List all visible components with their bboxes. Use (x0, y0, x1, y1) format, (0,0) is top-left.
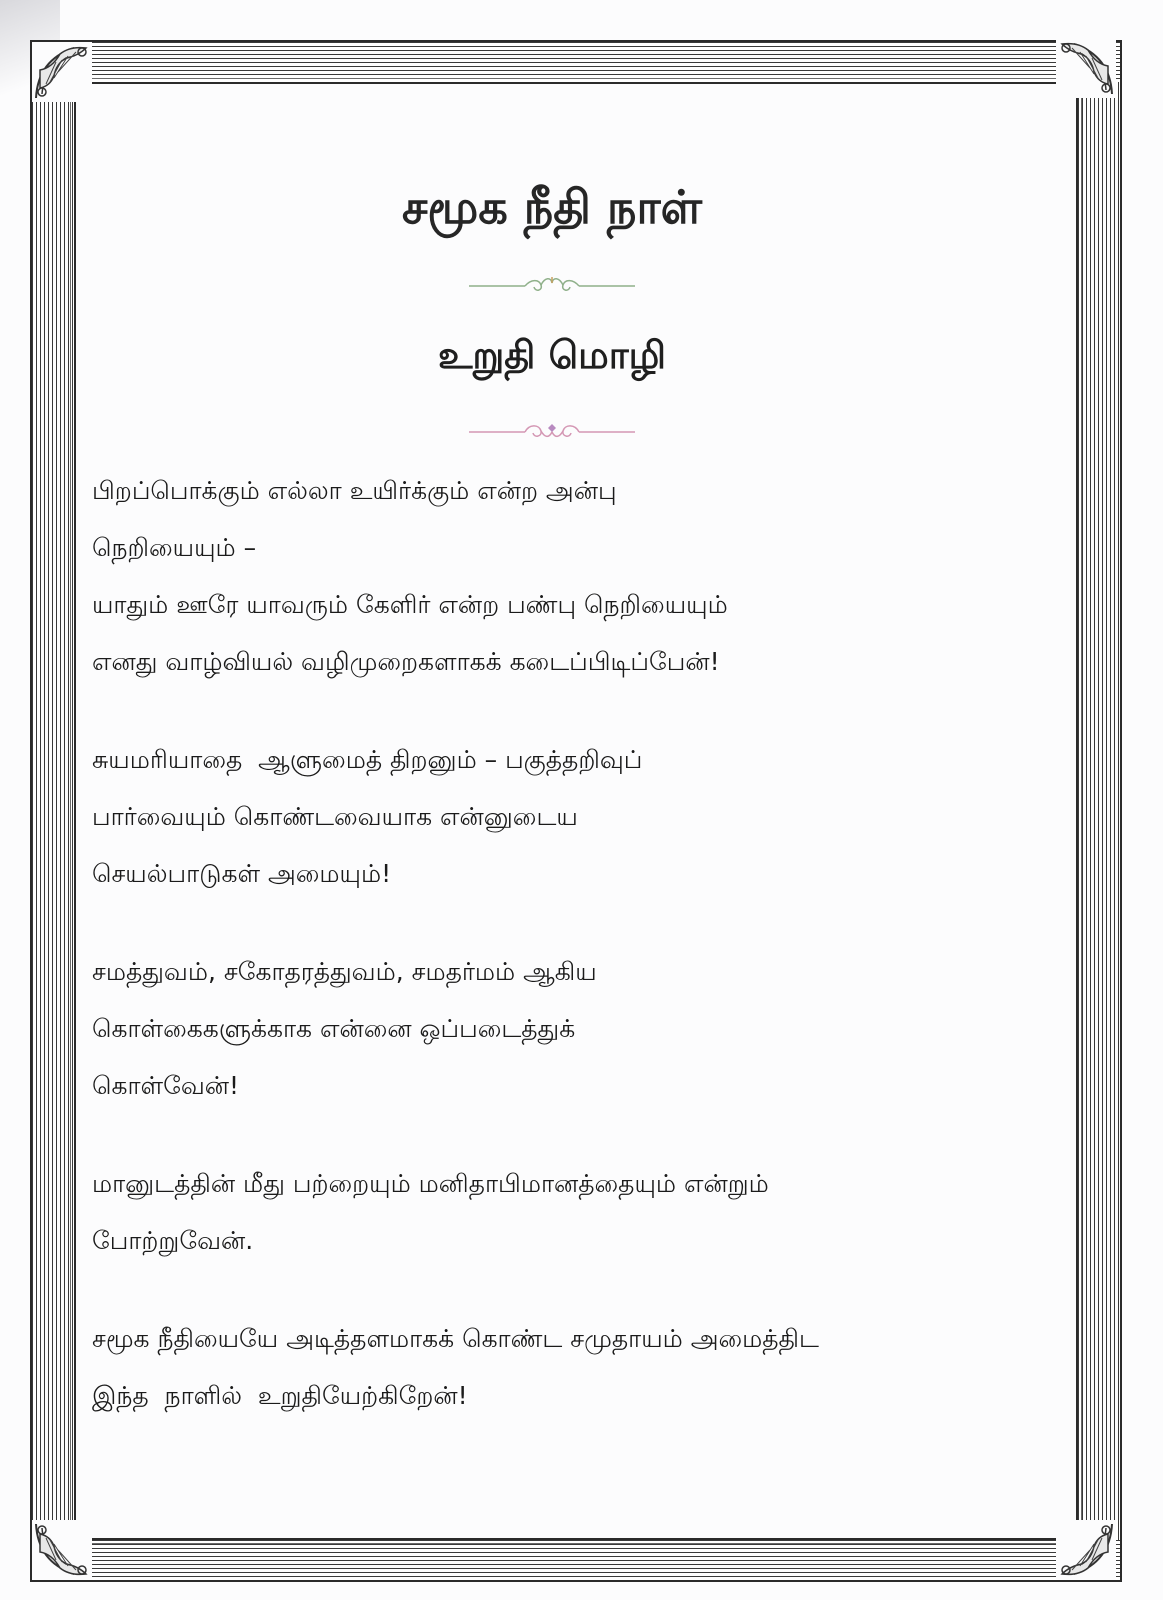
paragraph (92, 1310, 1067, 1424)
text-line: எனது வாழ்வியல் வழிமுறைகளாகக் கடைப்பிடிப்பேன்! (92, 647, 720, 676)
paragraph (92, 1155, 1067, 1269)
text-line: மானுடத்தின் மீது பற்றையும் மனிதாபிமானத்தையும் என்றும் (92, 1169, 769, 1198)
text-line: நெறியையும் – (92, 533, 257, 562)
green-swirl-ornament-icon (467, 273, 637, 297)
pink-swirl-ornament-icon (467, 420, 637, 444)
text-line: செயல்பாடுகள் அமையும்! (92, 859, 392, 888)
shell-corner-ornament-icon (1054, 36, 1118, 100)
shell-corner-ornament-icon (30, 40, 94, 104)
text-line: கொள்வேன்! (92, 1071, 240, 1100)
shell-corner-ornament-icon (1054, 1518, 1118, 1582)
text-line: சமூக நீதியையே அடித்தளமாகக் கொண்ட சமுதாயம் அமைத்திட (92, 1324, 819, 1353)
text-line: சமத்துவம், சகோதரத்துவம், சமதர்மம் ஆகிய (92, 957, 597, 986)
text-line: சுயமரியாதை ஆளுமைத் திறனும் – பகுத்தறிவுப் (92, 745, 643, 774)
text-line: யாதும் ஊரே யாவரும் கேளிர் என்ற பண்பு நெறியையும் (92, 590, 728, 619)
text-line: இந்த நாளில் உறுதியேற்கிறேன்! (92, 1381, 468, 1410)
text-line: பார்வையும் கொண்டவையாக என்னுடைய (92, 802, 578, 831)
paragraph (92, 943, 1067, 1114)
page-title: சமூக நீதி நாள் (401, 180, 703, 234)
shell-corner-ornament-icon (30, 1518, 94, 1582)
paragraph (92, 462, 1067, 690)
text-line: கொள்கைகளுக்காக என்னை ஒப்படைத்துக் (92, 1014, 576, 1043)
pledge-text (92, 462, 1067, 1465)
paragraph (92, 731, 1067, 902)
text-line: பிறப்பொக்கும் எல்லா உயிர்க்கும் என்ற அன்பு (92, 476, 617, 505)
page-subtitle: உறுதி மொழி (437, 333, 667, 377)
text-line: போற்றுவேன். (92, 1226, 254, 1255)
